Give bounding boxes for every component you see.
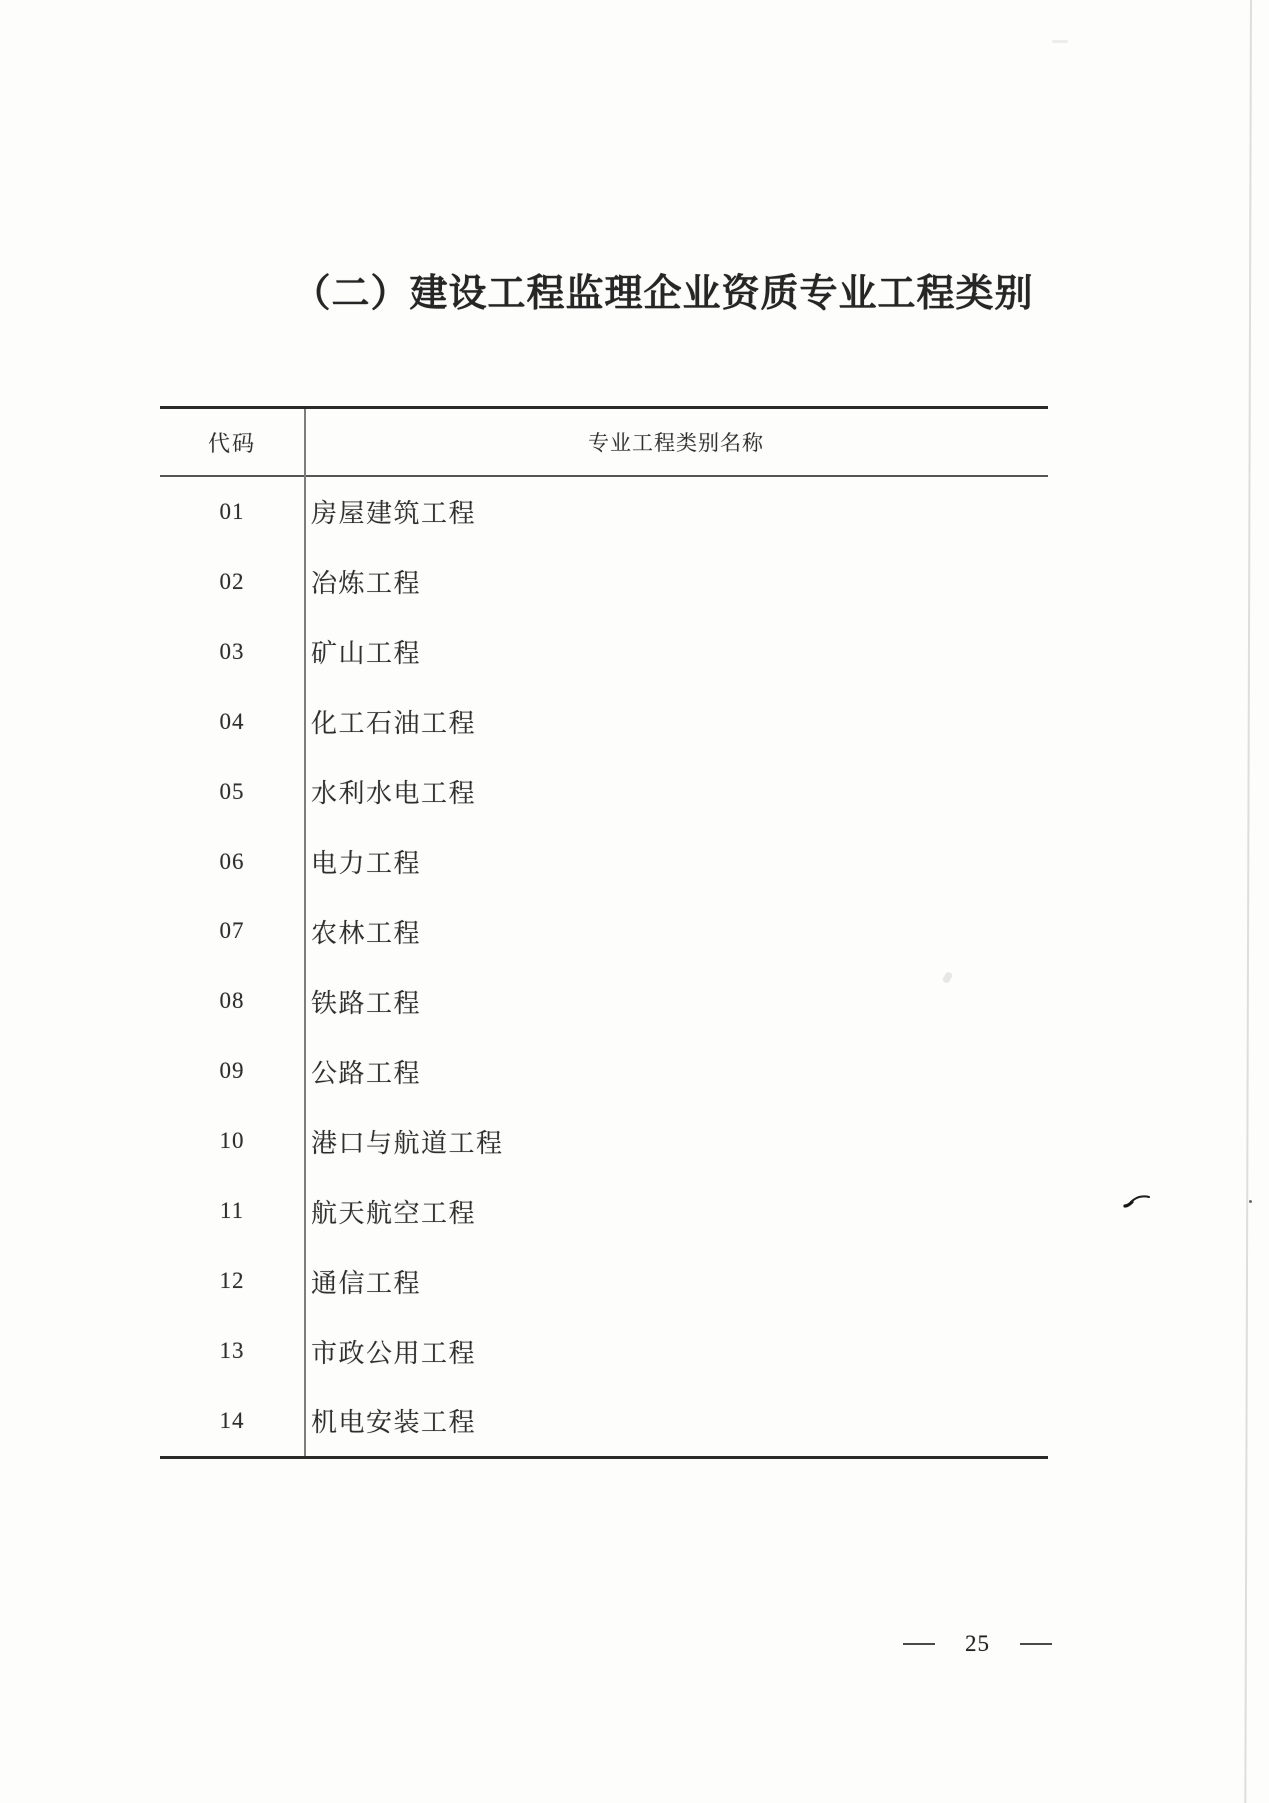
row-code: 10 — [219, 1128, 245, 1154]
row-name: 农林工程 — [311, 918, 422, 948]
row-code: 06 — [219, 848, 245, 874]
table-header-row — [160, 409, 1048, 477]
table-row — [160, 757, 1048, 827]
table-rows — [160, 477, 1048, 1456]
row-code: 09 — [219, 1058, 245, 1084]
row-name: 铁路工程 — [311, 988, 422, 1018]
table-row — [160, 1106, 1048, 1176]
table-row — [160, 897, 1048, 967]
row-name: 港口与航道工程 — [311, 1128, 504, 1158]
row-name: 航天航空工程 — [311, 1198, 477, 1228]
table-row — [160, 477, 1048, 547]
row-name: 化工石油工程 — [311, 709, 477, 739]
table-row — [160, 617, 1048, 687]
page-title: （二）建设工程监理企业资质专业工程类别 — [292, 273, 1034, 315]
pen-mark — [1123, 1192, 1151, 1210]
header-code: 代码 — [207, 430, 256, 456]
scan-page-edge-line — [1244, 0, 1252, 1803]
category-table — [160, 406, 1048, 1459]
table-row — [160, 687, 1048, 757]
row-name: 通信工程 — [311, 1268, 422, 1298]
row-name: 市政公用工程 — [311, 1338, 477, 1368]
row-code: 03 — [219, 638, 245, 664]
row-code: 02 — [219, 568, 245, 594]
row-code: 12 — [219, 1268, 245, 1294]
page-number-dash-right — [1020, 1643, 1052, 1645]
row-name: 冶炼工程 — [311, 569, 422, 599]
table-column-divider — [304, 409, 306, 1456]
page-number-value: 25 — [965, 1631, 990, 1656]
page-number — [903, 1628, 1052, 1660]
table-row — [160, 827, 1048, 897]
header-category-name: 专业工程类别名称 — [588, 431, 764, 455]
table-row — [160, 1386, 1048, 1456]
row-code: 01 — [219, 498, 245, 524]
scan-speck — [1052, 40, 1068, 43]
row-code: 04 — [219, 708, 245, 734]
row-code: 08 — [219, 988, 245, 1014]
table-row — [160, 1246, 1048, 1316]
page-number-dash-left — [903, 1643, 935, 1645]
table-row — [160, 547, 1048, 617]
row-code: 13 — [219, 1338, 245, 1364]
table-row — [160, 966, 1048, 1036]
table-row — [160, 1176, 1048, 1246]
table-row — [160, 1036, 1048, 1106]
row-code: 14 — [219, 1407, 245, 1433]
row-code: 11 — [219, 1198, 245, 1224]
row-code: 05 — [219, 778, 245, 804]
scan-speck-dot — [1249, 1200, 1252, 1203]
row-name: 矿山工程 — [311, 639, 422, 669]
row-name: 房屋建筑工程 — [311, 499, 477, 529]
row-name: 水利水电工程 — [311, 779, 477, 809]
table-row — [160, 1316, 1048, 1386]
row-code: 07 — [219, 918, 245, 944]
row-name: 公路工程 — [311, 1058, 422, 1088]
row-name: 电力工程 — [311, 849, 422, 879]
row-name: 机电安装工程 — [311, 1408, 477, 1438]
